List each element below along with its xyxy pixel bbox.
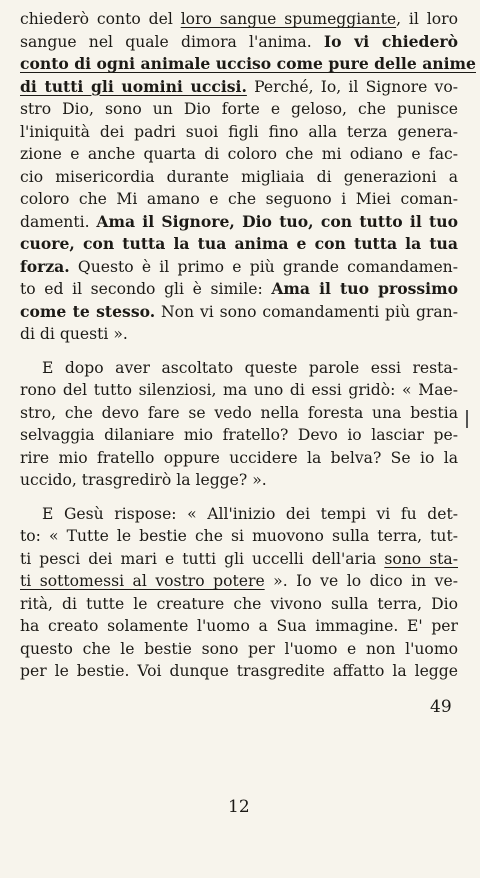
- body-text: [20, 8, 476, 683]
- text-line: E dopo aver ascoltato queste parole essi resta-: [42, 358, 458, 377]
- text-line: questo che le bestie sono per l'uomo e non l'uomo: [20, 639, 458, 658]
- text-line: forza. Questo è il primo e più grande comandamen-: [20, 256, 458, 276]
- text-line: per le bestie. Voi dunque trasgredite affatto la legge: [20, 662, 458, 680]
- book-page-number: 49: [430, 697, 452, 717]
- text-line: sangue nel quale dimora l'anima. Io vi chiederò: [20, 31, 458, 51]
- text-line: di di questi ».: [20, 325, 128, 343]
- text-line: uccido, trasgredirò la legge? ».: [20, 471, 267, 489]
- text-line: rire mio fratello oppure uccidere la belva? Se io la: [20, 448, 458, 467]
- text-line: ha creato solamente l'uomo a Sua immagine. E' per: [20, 617, 458, 635]
- text-line: come te stesso. Non vi sono comandamenti più gran-: [20, 301, 458, 321]
- text-line: rità, di tutte le creature che vivono sulla terra, Dio: [20, 594, 458, 613]
- text-line: to: « Tutte le bestie che si muovono sulla terra, tut-: [20, 527, 458, 545]
- text-line: rono del tutto silenziosi, ma uno di essi gridò: « Mae-: [20, 381, 458, 399]
- text-line: damenti. Ama il Signore, Dio tuo, con tutto il tuo: [20, 211, 458, 231]
- document-page-number: 12: [228, 797, 250, 817]
- text-line: cuore, con tutta la tua anima e con tutta la tua: [20, 234, 458, 253]
- text-line: zione e anche quarta di coloro che mi odiano e fac-: [20, 145, 458, 163]
- text-line: coloro che Mi amano e che seguono i Miei coman-: [20, 190, 458, 208]
- text-line: to ed il secondo gli è simile: Ama il tuo prossimo: [20, 279, 458, 298]
- text-line: ti sottomessi al vostro potere ». Io ve lo dico in ve-: [20, 572, 458, 590]
- text-line: l'iniquità dei padri suoi figli fino alla terza genera-: [20, 122, 458, 141]
- text-line: E Gesù rispose: « All'inizio dei tempi vi fu det-: [42, 504, 458, 523]
- text-line: ti pesci dei mari e tutti gli uccelli dell'aria sono sta-: [20, 549, 458, 568]
- text-line: selvaggia dilaniare mio fratello? Devo io lasciar pe-: [20, 426, 458, 444]
- text-line: chiederò conto del loro sangue spumeggiante, il loro: [20, 10, 458, 28]
- text-line: stro Dio, sono un Dio forte e geloso, che punisce: [20, 100, 458, 118]
- text-line: conto di ogni animale ucciso come pure delle anime: [20, 54, 476, 73]
- text-line: stro, che devo fare se vedo nella foresta una bestia: [20, 403, 458, 422]
- margin-pen-mark: [466, 410, 468, 428]
- text-line: cio misericordia durante migliaia di generazioni a: [20, 167, 458, 186]
- text-line: di tutti gli uomini uccisi. Perché, Io, il Signore vo-: [20, 76, 458, 96]
